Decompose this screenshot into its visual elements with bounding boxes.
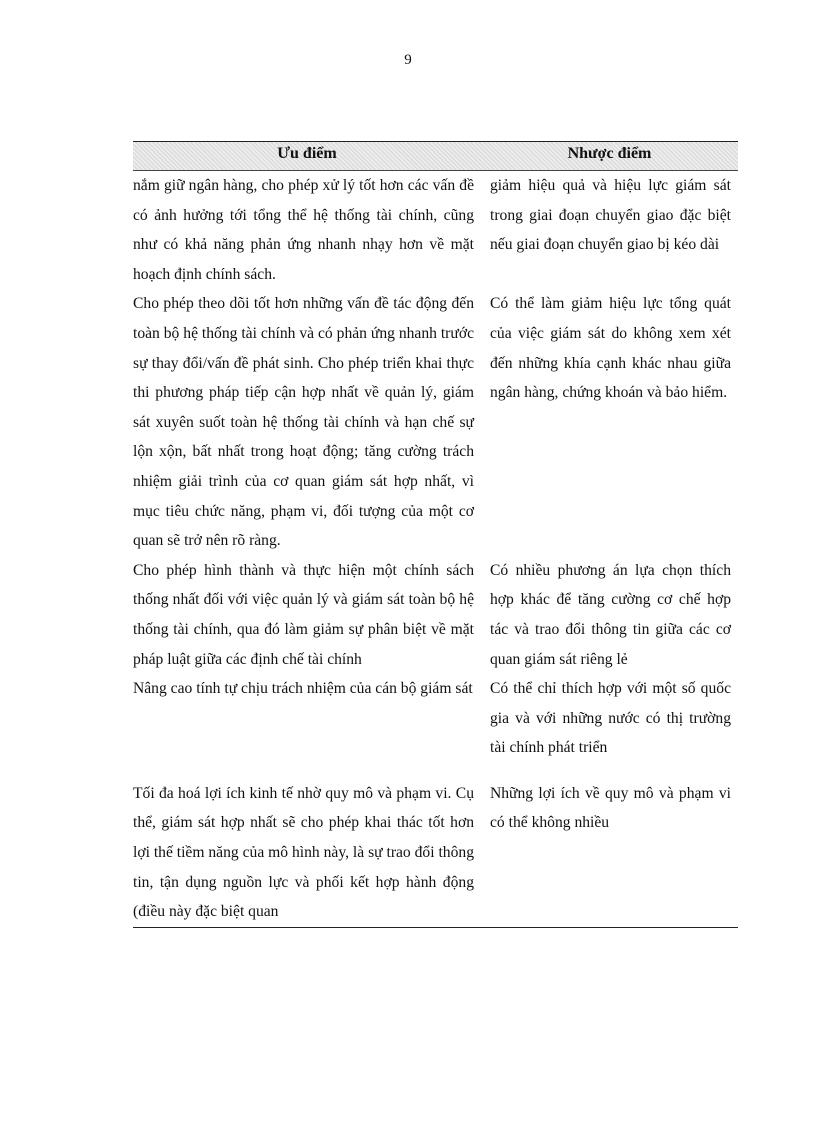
table-row: [133, 171, 738, 289]
advantage-cell: Nâng cao tính tự chịu trách nhiệm của cán bộ giám sát: [133, 680, 473, 698]
table-row: [133, 289, 738, 555]
page-number: 9: [404, 52, 412, 68]
disadvantage-cell: Có thể làm giảm hiệu lực tổng quát của việc giám sát do không xem xét đến những khía cạnh khác nhau giữa ngân hàng, chứng khoán và bảo hiểm.: [490, 295, 731, 402]
advantage-cell: Cho phép hình thành và thực hiện một chính sách thống nhất đối với việc quản lý và giám sát toàn bộ hệ thống tài chính, qua đó làm giảm sự phân biệt về mặt pháp luật giữa các định chế tài chính: [133, 561, 474, 668]
table-row: [133, 674, 738, 763]
comparison-table: [133, 141, 738, 928]
table-row: [133, 779, 738, 927]
advantage-cell: Tối đa hoá lợi ích kinh tế nhờ quy mô và phạm vi. Cụ thể, giám sát hợp nhất sẽ cho phép khai thác tốt hơn lợi thế tiềm năng của mô hình này, là sự trao đổi thông tin, tận dụng nguồn lực và phối kết hợp hành động (điều này đặc biệt quan: [133, 784, 474, 921]
disadvantage-cell: Những lợi ích về quy mô và phạm vi có thể không nhiều: [490, 784, 731, 832]
disadvantage-cell: giảm hiệu quả và hiệu lực giám sát trong giai đoạn chuyển giao đặc biệt nếu giai đoạn chuyển giao bị kéo dài: [490, 177, 731, 254]
disadvantage-cell: Có thể chỉ thích hợp với một số quốc gia và với những nước có thị trường tài chính phát triển: [490, 680, 731, 757]
advantage-cell: nắm giữ ngân hàng, cho phép xử lý tốt hơn các vấn đề có ảnh hưởng tới tổng thể hệ thống tài chính, cũng như có khả năng phản ứng nhanh nhạy hơn về mặt hoạch định chính sách.: [133, 177, 474, 283]
table-row: [133, 556, 738, 674]
header-advantages: Ưu điểm: [277, 145, 337, 162]
advantage-cell: Cho phép theo dõi tốt hơn những vấn đề tác động đến toàn bộ hệ thống tài chính và có phản ứng nhanh trước sự thay đổi/vấn đề phát sinh. Cho phép triển khai thực thi phương pháp tiếp cận hợp nhất về quản lý, giám sát xuyên suốt toàn hệ thống tài chính và hạn chế sự lộn xộn, bất nhất trong hoạt động; tăng cường trách nhiệm giải trình của cơ quan giám sát hợp nhất, vì mục tiêu chức năng, phạm vi, đối tượng của một cơ quan sẽ trở nên rõ ràng.: [133, 295, 474, 550]
disadvantage-cell: Có nhiều phương án lựa chọn thích hợp khác để tăng cường cơ chế hợp tác và trao đổi thông tin giữa các cơ quan giám sát riêng lẻ: [490, 561, 731, 668]
table-header: [133, 142, 738, 171]
header-disadvantages: Nhược điểm: [567, 145, 652, 162]
